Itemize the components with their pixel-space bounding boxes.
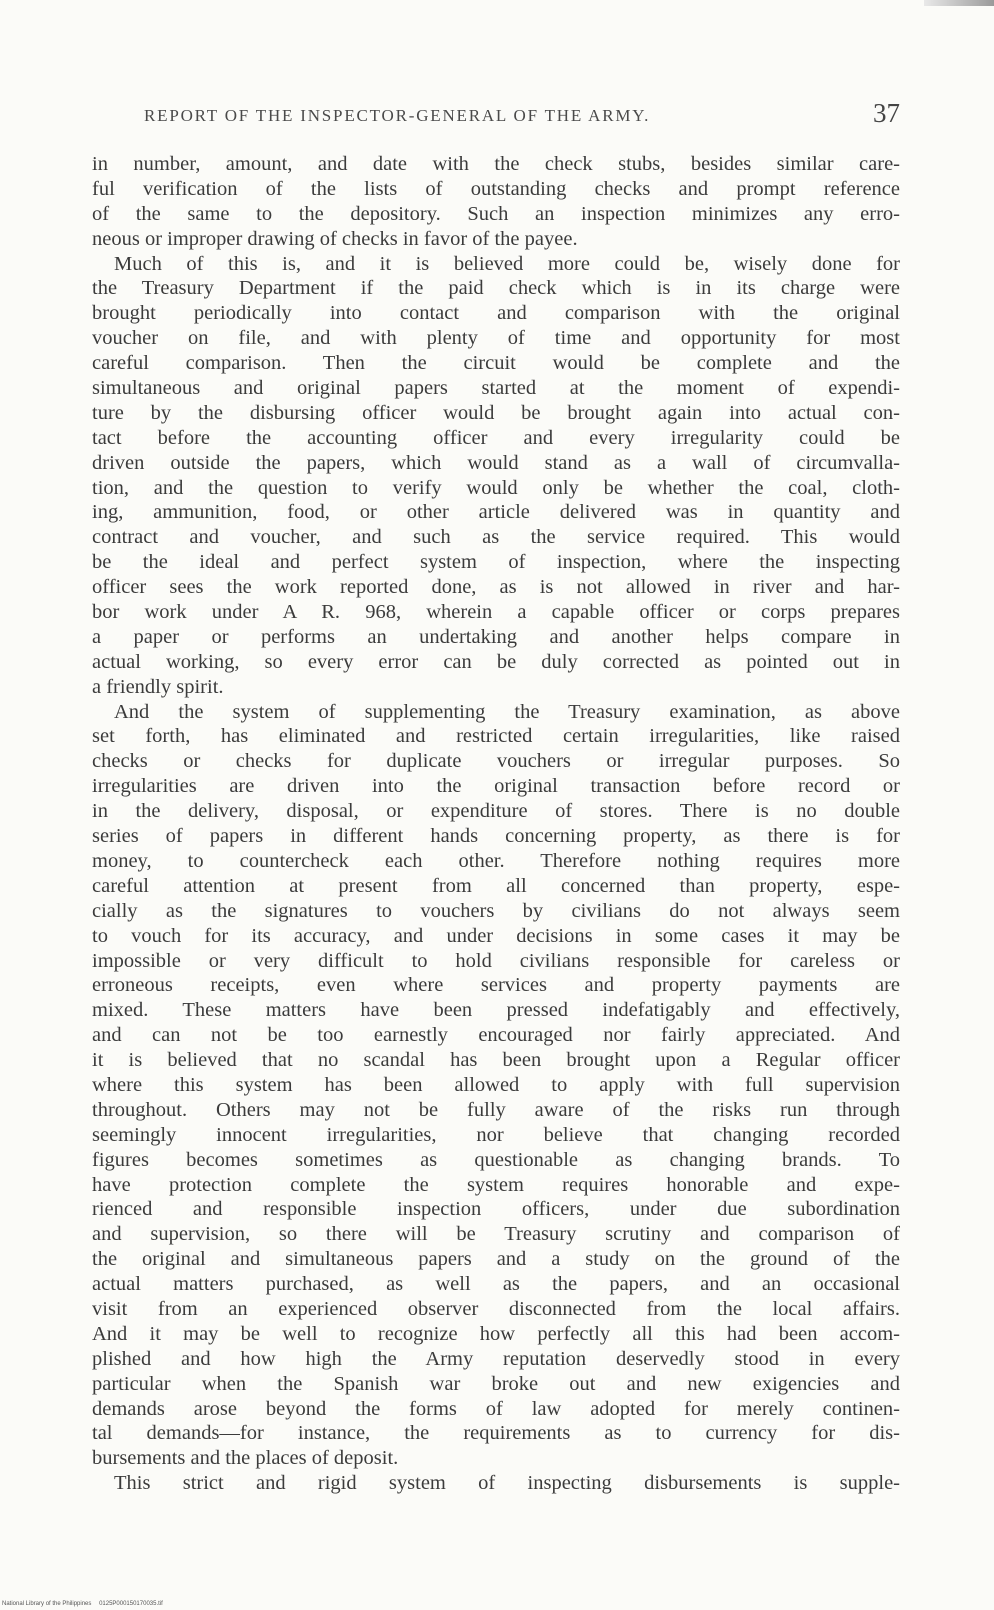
text-line: particular when the Spanish war broke out and new exigencies and [92, 1372, 900, 1395]
text-line: checks or checks for duplicate vouchers or irregular purposes. So [92, 750, 900, 773]
text-line: of the same to the depository. Such an inspection minimizes any erro- [92, 202, 900, 225]
text-line: money, to countercheck each other. Therefore nothing requires more [92, 849, 900, 872]
text-line: actual matters purchased, as well as the papers, and an occasional [92, 1273, 900, 1296]
text-line: to vouch for its accuracy, and under decisions in some cases it may be [92, 924, 900, 947]
text-line: actual working, so every error can be duly corrected as pointed out in [92, 650, 900, 673]
text-line: series of papers in different hands concerning property, as there is for [92, 825, 900, 848]
text-line: rienced and responsible inspection officers, under due subordination [92, 1198, 900, 1221]
text-line: officer sees the work reported done, as is not allowed in river and har- [92, 576, 900, 599]
text-line: careful comparison. Then the circuit would be complete and the [92, 352, 900, 375]
text-line: it is believed that no scandal has been brought upon a Regular officer [92, 1049, 900, 1072]
text-line: irregularities are driven into the original transaction before record or [92, 775, 900, 798]
text-line: ing, ammunition, food, or other article delivered was in quantity and [92, 501, 900, 524]
text-line: Much of this is, and it is believed more could be, wisely done for [114, 252, 900, 275]
text-line: be the ideal and perfect system of inspection, where the inspecting [92, 551, 900, 574]
footer-file-id: 0125P000150170035.tif [99, 1601, 163, 1607]
text-line: the Treasury Department if the paid check which is in its charge were [92, 277, 900, 300]
text-line: voucher on file, and with plenty of time and opportunity for most [92, 327, 900, 350]
text-line: driven outside the papers, which would stand as a wall of circumvalla- [92, 451, 900, 474]
text-line: bor work under A R. 968, wherein a capable officer or corps prepares [92, 601, 900, 624]
text-line: set forth, has eliminated and restricted certain irregularities, like raised [92, 725, 900, 748]
footer-library: National Library of the Philippines [2, 1601, 92, 1607]
running-title: REPORT OF THE INSPECTOR-GENERAL OF THE ARMY. [144, 106, 651, 125]
text-line: the original and simultaneous papers and a study on the ground of the [92, 1248, 900, 1271]
text-line: and supervision, so there will be Treasury scrutiny and comparison of [92, 1223, 900, 1246]
text-line: have protection complete the system requires honorable and expe- [92, 1173, 900, 1196]
text-line: erroneous receipts, even where services and property payments are [92, 974, 900, 997]
text-line: And it may be well to recognize how perfectly all this had been accom- [92, 1322, 900, 1345]
text-line: and can not be too earnestly encouraged nor fairly appreciated. And [92, 1024, 900, 1047]
text-line: This strict and rigid system of inspecting disbursements is supple- [114, 1472, 900, 1495]
text-line: neous or improper drawing of checks in favor of the payee. [92, 227, 578, 250]
text-line: contract and voucher, and such as the service required. This would [92, 526, 900, 549]
text-line: plished and how high the Army reputation deservedly stood in every [92, 1347, 900, 1370]
text-line: figures becomes sometimes as questionable as changing brands. To [92, 1148, 900, 1171]
text-line: where this system has been allowed to apply with full supervision [92, 1073, 900, 1096]
text-line: brought periodically into contact and comparison with the original [92, 302, 900, 325]
text-line: a friendly spirit. [92, 675, 224, 698]
text-line: demands arose beyond the forms of law adopted for merely continen- [92, 1397, 900, 1420]
text-line: a paper or performs an undertaking and another helps compare in [92, 625, 900, 648]
text-line: mixed. These matters have been pressed indefatigably and effectively, [92, 999, 900, 1022]
page-number: 37 [873, 98, 900, 128]
text-line: tal demands—for instance, the requirements as to currency for dis- [92, 1422, 900, 1445]
text-line: simultaneous and original papers started at the moment of expendi- [92, 377, 900, 400]
text-line: throughout. Others may not be fully aware of the risks run through [92, 1098, 900, 1121]
scan-edge-mark [924, 0, 994, 6]
text-line: And the system of supplementing the Treasury examination, as above [114, 700, 900, 723]
text-line: bursements and the places of deposit. [92, 1447, 399, 1470]
text-line: ture by the disbursing officer would be brought again into actual con- [92, 401, 900, 424]
text-line: in number, amount, and date with the check stubs, besides similar care- [92, 153, 900, 175]
scan-footer [2, 1601, 163, 1607]
text-line: cially as the signatures to vouchers by civilians do not always seem [92, 899, 900, 922]
running-head [92, 98, 902, 130]
text-line: careful attention at present from all concerned than property, espe- [92, 874, 900, 897]
text-line: in the delivery, disposal, or expenditure of stores. There is no double [92, 800, 900, 823]
text-line: visit from an experienced observer disconnected from the local affairs. [92, 1297, 900, 1320]
text-line: tion, and the question to verify would only be whether the coal, cloth- [92, 476, 900, 499]
text-line: tact before the accounting officer and every irregularity could be [92, 426, 900, 449]
text-line: impossible or very difficult to hold civilians responsible for careless or [92, 949, 900, 972]
text-line: ful verification of the lists of outstanding checks and prompt reference [92, 177, 900, 200]
body-text [92, 152, 900, 1496]
text-line: seemingly innocent irregularities, nor believe that changing recorded [92, 1123, 900, 1146]
